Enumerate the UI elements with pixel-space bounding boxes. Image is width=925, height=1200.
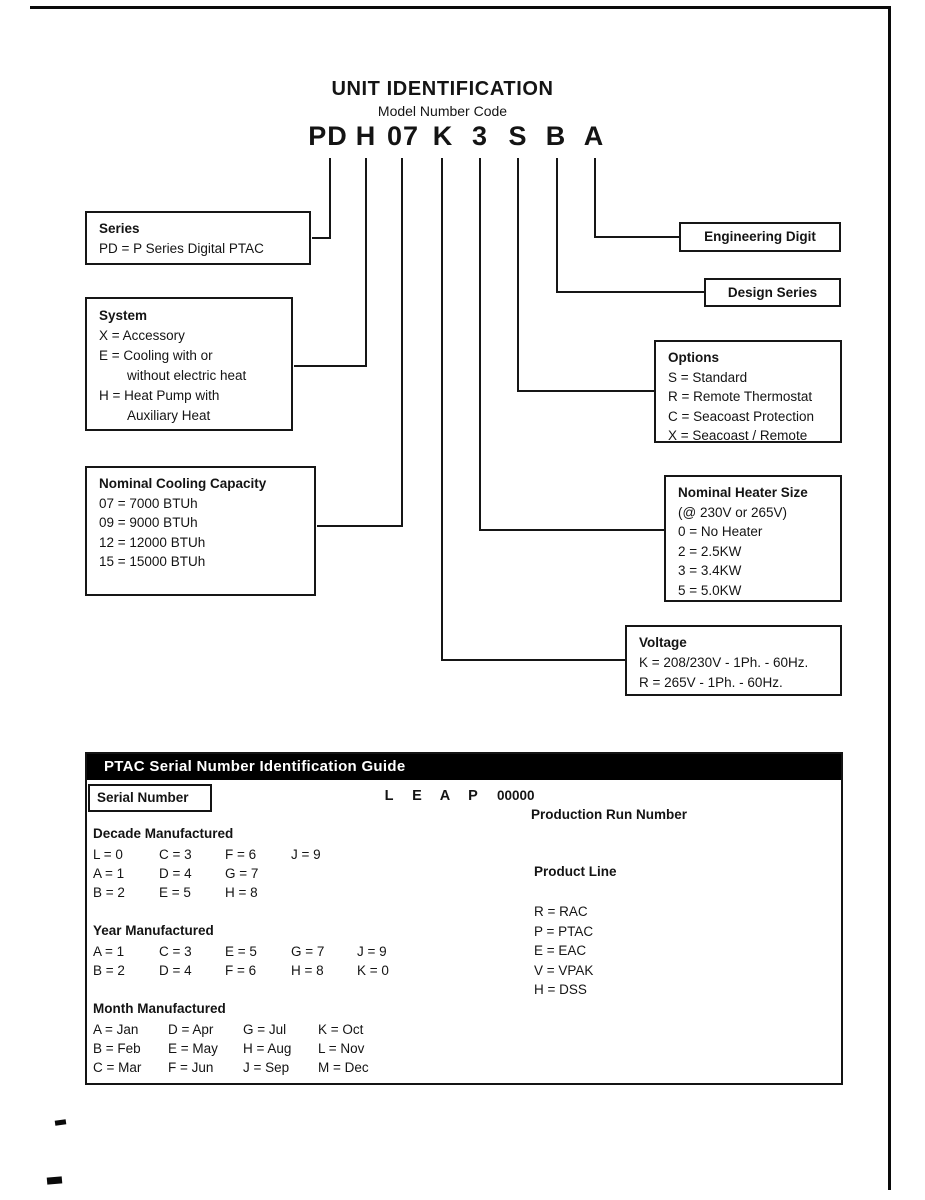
model-code-segment-voltage: K bbox=[432, 121, 454, 151]
callout-cooling-capacity bbox=[85, 466, 316, 596]
callout-cooling-line: 07 = 7000 BTUh bbox=[99, 495, 198, 511]
page-subtitle: Model Number Code bbox=[377, 103, 508, 119]
callout-design-series-title: Design Series bbox=[727, 284, 818, 300]
table-cell: E = 5 bbox=[159, 885, 191, 900]
serial-guide bbox=[85, 752, 843, 1085]
callout-engineering-digit bbox=[679, 222, 841, 252]
model-code-segment-heater: 3 bbox=[471, 121, 489, 151]
model-code-segment-options: S bbox=[508, 121, 528, 151]
table-cell: A = 1 bbox=[93, 944, 125, 959]
table-cell: B = Feb bbox=[93, 1041, 141, 1056]
table-row bbox=[93, 883, 357, 902]
table-row bbox=[93, 1039, 393, 1058]
table-cell: C = 3 bbox=[159, 847, 192, 862]
callout-system-line: X = Accessory bbox=[99, 328, 185, 343]
table-row bbox=[93, 1020, 393, 1039]
table-row bbox=[93, 942, 423, 961]
table-cell: D = 4 bbox=[159, 866, 192, 881]
table-cell: H = Aug bbox=[243, 1041, 292, 1056]
connector-a-engineering bbox=[595, 158, 680, 237]
table-cell: D = Apr bbox=[168, 1022, 214, 1037]
year-table bbox=[93, 942, 423, 980]
table-cell: E = May bbox=[168, 1041, 218, 1056]
serial-guide-header: PTAC Serial Number Identification Guide bbox=[87, 754, 841, 780]
table-cell: M = Dec bbox=[318, 1060, 369, 1075]
callout-series-title: Series bbox=[99, 221, 140, 236]
callout-cooling-line: 09 = 9000 BTUh bbox=[99, 515, 198, 530]
table-cell: J = Sep bbox=[243, 1060, 290, 1075]
decade-table bbox=[93, 845, 357, 902]
callout-voltage-title: Voltage bbox=[639, 635, 687, 650]
serial-letter-year: E bbox=[412, 788, 422, 804]
table-cell: C = Mar bbox=[93, 1060, 142, 1075]
table-cell: K = 0 bbox=[357, 963, 389, 978]
table-cell: G = 7 bbox=[291, 944, 325, 959]
callout-cooling-line: 15 = 15000 BTUh bbox=[99, 554, 206, 569]
list-item: V = VPAK bbox=[534, 962, 594, 978]
table-cell: E = 5 bbox=[225, 944, 257, 959]
callout-heater-title: Nominal Heater Size bbox=[678, 485, 808, 500]
serial-letter-decade: L bbox=[384, 788, 394, 804]
table-cell: D = 4 bbox=[159, 963, 192, 978]
model-code-segment-series: PD bbox=[308, 121, 348, 151]
table-cell: K = Oct bbox=[318, 1022, 364, 1037]
table-cell: C = 3 bbox=[159, 944, 192, 959]
callout-system-title: System bbox=[99, 308, 148, 323]
table-cell: H = 8 bbox=[291, 963, 324, 978]
callout-design-series bbox=[704, 278, 841, 307]
table-cell: B = 2 bbox=[93, 963, 125, 978]
callout-system bbox=[85, 297, 293, 431]
table-cell: H = 8 bbox=[225, 885, 258, 900]
callout-options-line: C = Seacoast Protection bbox=[668, 408, 814, 424]
month-table bbox=[93, 1020, 393, 1077]
table-cell: A = 1 bbox=[93, 866, 125, 881]
callout-options-line: X = Seacoast / Remote bbox=[668, 428, 808, 443]
callout-heater-line: 2 = 2.5KW bbox=[678, 543, 742, 559]
callout-options-line: R = Remote Thermostat bbox=[668, 389, 813, 404]
callout-heater-line: 3 = 3.4KW bbox=[678, 563, 742, 578]
connector-3-heater bbox=[480, 158, 665, 530]
callout-cooling-title: Nominal Cooling Capacity bbox=[99, 476, 267, 491]
table-cell: L = 0 bbox=[93, 847, 123, 862]
table-cell: B = 2 bbox=[93, 885, 125, 900]
product-line-list bbox=[534, 902, 593, 1000]
table-cell: F = Jun bbox=[168, 1060, 214, 1075]
year-title: Year Manufactured bbox=[93, 923, 214, 938]
model-code-segment-engineering: A bbox=[583, 121, 605, 151]
table-row bbox=[93, 961, 423, 980]
model-code-segment-design: B bbox=[545, 121, 567, 151]
callout-cooling-line: 12 = 12000 BTUh bbox=[99, 534, 206, 550]
connector-pd-series bbox=[312, 158, 330, 238]
callout-system-line: without electric heat bbox=[127, 368, 247, 383]
table-cell: J = 9 bbox=[291, 847, 321, 862]
table-cell: L = Nov bbox=[318, 1041, 365, 1056]
list-item: H = DSS bbox=[534, 982, 587, 997]
callout-heater-size bbox=[664, 475, 842, 602]
callout-system-line: Auxiliary Heat bbox=[127, 408, 211, 423]
list-item: E = EAC bbox=[534, 943, 587, 958]
callout-series bbox=[85, 211, 311, 265]
callout-series-line: PD = P Series Digital PTAC bbox=[99, 240, 264, 256]
serial-number-label: Serial Number bbox=[88, 784, 212, 812]
table-row bbox=[93, 1058, 393, 1077]
table-cell: G = Jul bbox=[243, 1022, 287, 1037]
callout-voltage-line: R = 265V - 1Ph. - 60Hz. bbox=[639, 675, 783, 690]
production-run-number: 00000 bbox=[497, 788, 535, 803]
table-row bbox=[93, 864, 357, 883]
model-code-segment-system: H bbox=[355, 121, 377, 151]
production-run-number-label: Production Run Number bbox=[531, 807, 687, 822]
model-code-segment-capacity: 07 bbox=[386, 121, 420, 151]
serial-letter-month: A bbox=[439, 788, 451, 804]
list-item: R = RAC bbox=[534, 904, 588, 919]
product-line-title: Product Line bbox=[534, 864, 617, 879]
callout-system-line: E = Cooling with or bbox=[99, 348, 213, 363]
table-row bbox=[93, 845, 357, 864]
table-cell: G = 7 bbox=[225, 866, 259, 881]
connector-s-options bbox=[518, 158, 655, 391]
callout-options bbox=[654, 340, 842, 443]
callout-system-line: H = Heat Pump with bbox=[99, 388, 220, 403]
callout-heater-line: 5 = 5.0KW bbox=[678, 582, 742, 598]
table-cell: F = 6 bbox=[225, 847, 257, 862]
callout-heater-line: 0 = No Heater bbox=[678, 524, 763, 539]
table-cell: J = 9 bbox=[357, 944, 387, 959]
callout-voltage-line: K = 208/230V - 1Ph. - 60Hz. bbox=[639, 655, 809, 670]
list-item: P = PTAC bbox=[534, 923, 594, 939]
table-cell: A = Jan bbox=[93, 1022, 139, 1037]
callout-options-line: S = Standard bbox=[668, 369, 748, 385]
decade-title: Decade Manufactured bbox=[93, 826, 234, 841]
connector-k-voltage bbox=[442, 158, 626, 660]
callout-options-title: Options bbox=[668, 350, 719, 365]
serial-letter-product: P bbox=[468, 788, 478, 804]
callout-heater-line: (@ 230V or 265V) bbox=[678, 504, 788, 520]
table-cell: F = 6 bbox=[225, 963, 257, 978]
callout-voltage bbox=[625, 625, 842, 696]
callout-engineering-digit-title: Engineering Digit bbox=[704, 229, 816, 245]
month-title: Month Manufactured bbox=[93, 1001, 226, 1016]
page-title: UNIT IDENTIFICATION bbox=[331, 78, 554, 100]
